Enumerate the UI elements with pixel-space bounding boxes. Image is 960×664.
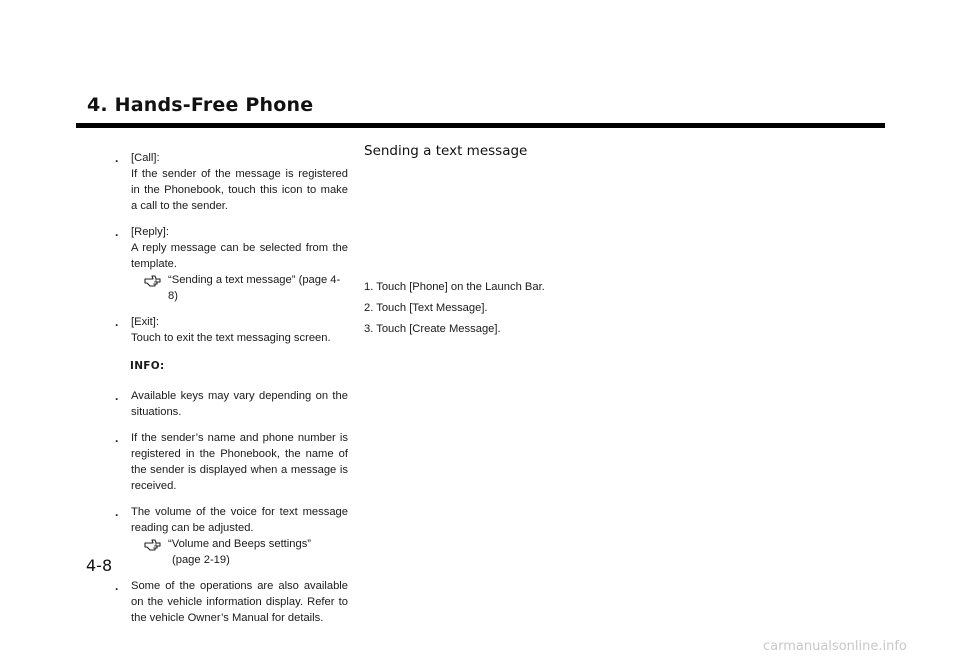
call-label: [Call]:	[131, 152, 160, 164]
volume-reference-text	[168, 536, 311, 568]
right-column	[364, 143, 624, 159]
volume-reference-page: (page 2-19)	[172, 554, 230, 566]
volume-reference-title: “Volume and Beeps settings”	[168, 538, 312, 550]
reply-reference-text: “Sending a text message” (page 4-8)	[168, 274, 341, 302]
bullet-dot: .	[115, 431, 119, 445]
bullet-dot: .	[115, 225, 119, 239]
exit-item	[116, 314, 348, 346]
bullet-dot: .	[115, 389, 119, 403]
info-text: Some of the operations are also available on the vehicle information display. Refer to the vehicle Owner’s Manual for details.	[131, 580, 348, 624]
step-list	[364, 279, 604, 342]
reply-reference[interactable]	[144, 272, 348, 304]
info-item	[116, 578, 348, 626]
info-text: If the sender’s name and phone number is registered in the Phonebook, the name of the sender is displayed when a message is received.	[131, 432, 348, 492]
info-item	[116, 430, 348, 494]
section-title: Sending a text message	[364, 143, 528, 159]
pointing-hand-icon	[144, 273, 164, 287]
pointing-hand-icon	[144, 537, 164, 551]
exit-label: [Exit]:	[131, 316, 159, 328]
info-text: The volume of the voice for text message reading can be adjusted.	[131, 506, 348, 534]
watermark: carmanualsonline.info	[763, 639, 907, 654]
bullet-dot: .	[115, 505, 119, 519]
chapter-title: 4. Hands-Free Phone	[87, 94, 314, 116]
bullet-dot: .	[115, 579, 119, 593]
reply-description: A reply message can be selected from the template.	[131, 242, 348, 270]
bullet-dot: .	[115, 315, 119, 329]
step-item: 2. Touch [Text Message].	[364, 302, 488, 314]
info-item	[116, 504, 348, 568]
info-text: Available keys may vary depending on the situations.	[131, 390, 348, 418]
info-item	[116, 388, 348, 420]
reply-item	[116, 224, 348, 304]
header-rule	[76, 123, 885, 128]
step-item: 1. Touch [Phone] on the Launch Bar.	[364, 281, 545, 293]
call-item	[116, 150, 348, 214]
info-heading: INFO:	[130, 360, 165, 372]
exit-description: Touch to exit the text messaging screen.	[131, 332, 331, 344]
reply-label: [Reply]:	[131, 226, 169, 238]
left-column	[116, 150, 348, 636]
step-item: 3. Touch [Create Message].	[364, 323, 501, 335]
call-description: If the sender of the message is registered in the Phonebook, touch this icon to make a call to the sender.	[131, 168, 348, 212]
bullet-dot: .	[115, 151, 119, 165]
volume-reference[interactable]	[144, 536, 348, 568]
page-number: 4-8	[86, 556, 113, 575]
